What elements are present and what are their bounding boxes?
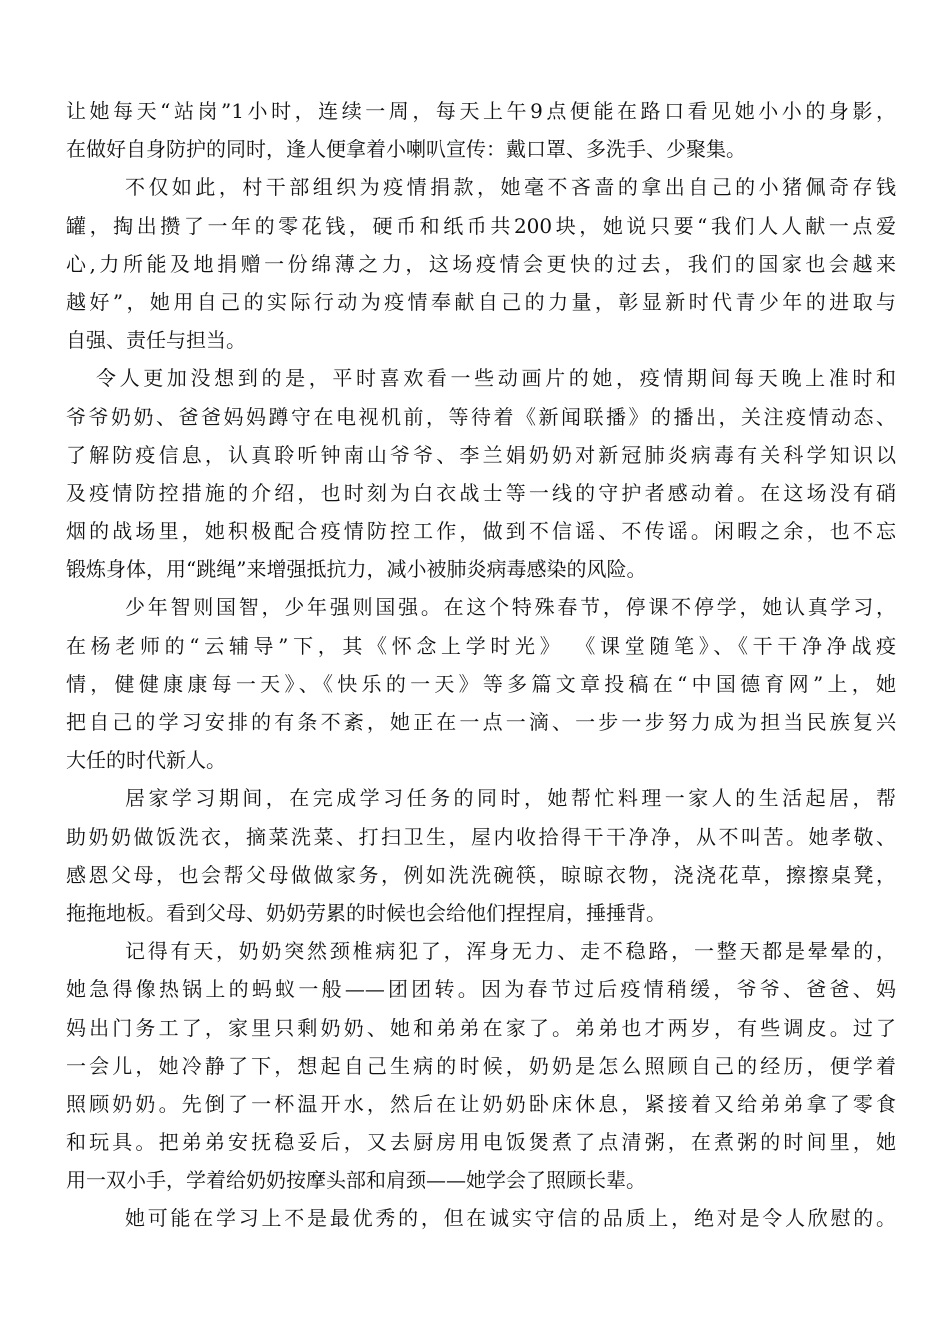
text-line: 照顾奶奶。先倒了一杯温开水，然后在让奶奶卧床休息，紧接着又给弟弟拿了零食 [66, 1091, 896, 1116]
text-line: 居家学习期间，在完成学习任务的同时，她帮忙料理一家人的生活起居，帮 [125, 786, 896, 811]
text-line: 及疫情防控措施的介绍，也时刻为白衣战士等一线的守护者感动着。在这场没有硝 [66, 480, 896, 505]
text-line: 拖拖地板。看到父母、奶奶劳累的时候也会给他们捏捏肩，捶捶背。 [66, 900, 666, 925]
text-line: 令人更加没想到的是，平时喜欢看一些动画片的她，疫情期间每天晚上准时和 [96, 366, 896, 391]
text-line: 在做好自身防护的同时，逢人便拿着小喇叭宣传：戴口罩、多洗手、少聚集。 [66, 137, 746, 162]
text-line: 和玩具。把弟弟安抚稳妥后，又去厨房用电饭煲煮了点清粥，在煮粥的时间里，她 [66, 1130, 896, 1155]
text-line: 在杨老师的“云辅导”下，其《怀念上学时光》 《课堂随笔》、《干干净净战疫 [66, 633, 896, 658]
text-line: 少年智则国智，少年强则国强。在这个特殊春节，停课不停学，她认真学习， [125, 595, 896, 620]
text-line: 爷爷奶奶、爸爸妈妈蹲守在电视机前，等待着《新闻联播》的播出，关注疫情动态、 [66, 404, 896, 429]
text-line: 锻炼身体，用“跳绳”来增强抵抗力，减小被肺炎病毒感染的风险。 [66, 557, 647, 582]
text-line: 用一双小手，学着给奶奶按摩头部和肩颈——她学会了照顾长辈。 [66, 1168, 646, 1193]
text-line: 记得有天，奶奶突然颈椎病犯了，浑身无力、走不稳路，一整天都是晕晕的， [125, 939, 896, 964]
text-line: 感恩父母，也会帮父母做做家务，例如洗洗碗筷，晾晾衣物，浇浇花草，擦擦桌凳， [66, 862, 896, 887]
text-line: 她急得像热锅上的蚂蚁一般——团团转。因为春节过后疫情稍缓，爷爷、爸爸、妈 [66, 977, 896, 1002]
text-line: 大任的时代新人。 [66, 748, 226, 773]
text-line: 一会儿，她冷静了下，想起自己生病的时候，奶奶是怎么照顾自己的经历，便学着 [66, 1053, 896, 1078]
document-page [66, 92, 896, 1238]
text-line: 妈出门务工了，家里只剩奶奶、她和弟弟在家了。弟弟也才两岁，有些调皮。过了 [66, 1015, 896, 1040]
text-line: 了解防疫信息，认真聆听钟南山爷爷、李兰娟奶奶对新冠肺炎病毒有关科学知识以 [66, 442, 896, 467]
text-line: 把自己的学习安排的有条不紊，她正在一点一滴、一步一步努力成为担当民族复兴 [66, 710, 896, 734]
text-line: 自强、责任与担当。 [66, 328, 246, 353]
text-line: 不仅如此，村干部组织为疫情捐款，她毫不吝啬的拿出自己的小猪佩奇存钱 [125, 175, 896, 200]
text-line: 情，健健康康每一天》、《快乐的一天》等多篇文章投稿在“中国德育网”上，她 [66, 671, 896, 696]
text-line: 罐，掏出攒了一年的零花钱，硬币和纸币共200块，她说只要“我们人人献一点爱 [66, 213, 896, 238]
text-line: 烟的战场里，她积极配合疫情防控工作，做到不信谣、不传谣。闲暇之余，也不忘 [66, 519, 896, 544]
text-line: 让她每天“站岗”1小时，连续一周，每天上午9点便能在路口看见她小小的身影， [66, 99, 896, 123]
text-line: 越好”，她用自己的实际行动为疫情奉献自己的力量，彰显新时代青少年的进取与 [66, 289, 896, 314]
text-line: 她可能在学习上不是最优秀的，但在诚实守信的品质上，绝对是令人欣慰的。 [125, 1206, 896, 1231]
text-line: 助奶奶做饭洗衣，摘菜洗菜、打扫卫生，屋内收拾得干干净净，从不叫苦。她孝敬、 [66, 824, 896, 849]
text-line: 心,力所能及地捐赠一份绵薄之力，这场疫情会更快的过去，我们的国家也会越来 [66, 251, 896, 276]
